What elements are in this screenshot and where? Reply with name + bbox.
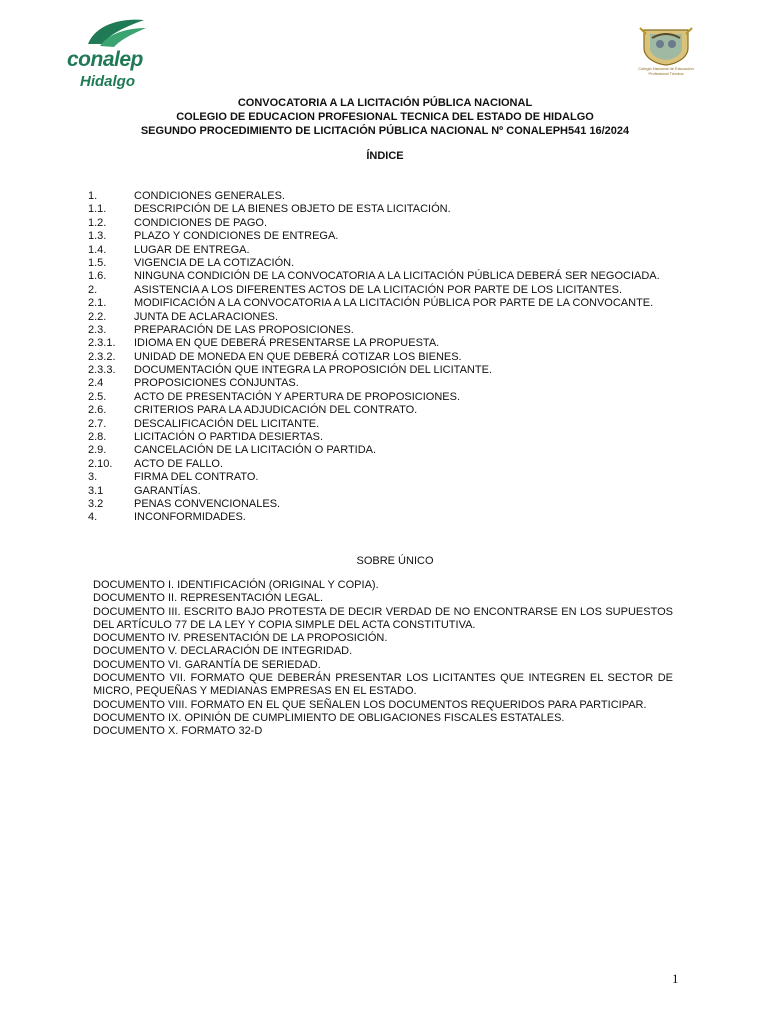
toc-item-text: FIRMA DEL CONTRATO. xyxy=(134,471,259,484)
toc-item-text: PROPOSICIONES CONJUNTAS. xyxy=(134,377,299,390)
document-header xyxy=(0,96,770,138)
header-line-2: COLEGIO DE EDUCACION PROFESIONAL TECNICA DEL ESTADO DE HIDALGO xyxy=(176,111,594,123)
seal-emblem-icon xyxy=(636,24,696,66)
toc-item-text: CANCELACIÓN DE LA LICITACIÓN O PARTIDA. xyxy=(134,444,377,457)
toc-item-text: LUGAR DE ENTREGA. xyxy=(134,243,250,256)
toc-item-text: CONDICIONES GENERALES. xyxy=(134,190,285,202)
toc-item-text: JUNTA DE ACLARACIONES. xyxy=(134,310,279,323)
document-item: DOCUMENTO IX. OPINIÓN DE CUMPLIMIENTO DE OBLIGACIONES FISCALES ESTATALES. xyxy=(93,711,565,724)
toc-item-text: GARANTÍAS. xyxy=(134,484,201,497)
toc-item-text: LICITACIÓN O PARTIDA DESIERTAS. xyxy=(134,431,324,444)
toc-item-text: ASISTENCIA A LOS DIFERENTES ACTOS DE LA LICITACIÓN POR PARTE DE LOS LICITANTES. xyxy=(134,283,623,296)
toc-item-text: VIGENCIA DE LA COTIZACIÓN. xyxy=(134,256,295,269)
toc-item-number: 2.4 xyxy=(88,377,104,390)
toc-item-text: ACTO DE PRESENTACIÓN Y APERTURA DE PROPOSICIONES. xyxy=(134,390,461,403)
seal-text: Colegio Nacional de Educación Profesional Técnica xyxy=(638,66,694,76)
header-line-1: CONVOCATORIA A LA LICITACIÓN PÚBLICA NACIONAL xyxy=(237,97,533,109)
document-list xyxy=(93,579,673,739)
header-line-3: SEGUNDO PROCEDIMIENTO DE LICITACIÓN PÚBLICA NACIONAL Nº CONALEPH541 16/2024 xyxy=(140,125,630,137)
toc-item-text: IDIOMA EN QUE DEBERÁ PRESENTARSE LA PROPUESTA. xyxy=(134,337,440,350)
toc-item-number: 3. xyxy=(88,471,98,484)
toc-item-text: PLAZO Y CONDICIONES DE ENTREGA. xyxy=(134,230,339,243)
toc-item-number: 1.1. xyxy=(88,203,107,216)
toc-item-number: 2.6. xyxy=(88,404,107,417)
toc-item-text: UNIDAD DE MONEDA EN QUE DEBERÁ COTIZAR LOS BIENES. xyxy=(134,350,462,363)
toc-item-number: 2.3.2. xyxy=(88,350,116,363)
document-item: DOCUMENTO VIII. FORMATO EN EL QUE SEÑALEN LOS DOCUMENTOS REQUERIDOS PARA PARTICIPAR. xyxy=(93,698,647,711)
state-seal-logo xyxy=(636,24,696,76)
index-title: ÍNDICE xyxy=(366,150,404,162)
toc-item-number: 2.8. xyxy=(88,431,107,444)
toc-item-number: 2.3. xyxy=(88,323,107,336)
toc-item-number: 1.3. xyxy=(88,230,107,243)
toc-item-number: 2.3.1. xyxy=(88,337,116,350)
toc-item-text: NINGUNA CONDICIÓN DE LA CONVOCATORIA A LA LICITACIÓN PÚBLICA DEBERÁ SER NEGOCIADA. xyxy=(134,270,660,283)
document-item: DOCUMENTO VII. FORMATO QUE DEBERÁN PRESENTAR LOS LICITANTES QUE INTEGREN EL SECTOR DE MICRO, PEQUEÑAS Y MEDIANAS EMPRESAS EN EL ESTADO. xyxy=(93,672,673,698)
toc-item-text: INCONFORMIDADES. xyxy=(134,511,246,524)
logo-sub-text: Hidalgo xyxy=(80,73,135,90)
toc-item-number: 1. xyxy=(88,190,98,202)
toc-item-number: 1.5. xyxy=(88,256,107,269)
toc-item-number: 1.6. xyxy=(88,270,107,283)
toc-item-number: 2.2. xyxy=(88,310,107,323)
toc-item-number: 2.3.3. xyxy=(88,364,116,377)
toc-item-number: 2.10. xyxy=(88,457,113,470)
toc-item-text: DOCUMENTACIÓN QUE INTEGRA LA PROPOSICIÓN DEL LICITANTE. xyxy=(134,364,492,377)
document-item: DOCUMENTO VI. GARANTÍA DE SERIEDAD. xyxy=(93,658,321,671)
toc-item-text: ACTO DE FALLO. xyxy=(134,457,224,470)
toc-item-number: 1.4. xyxy=(88,243,107,256)
toc-item-number: 2.7. xyxy=(88,417,107,430)
toc-item-number: 3.1 xyxy=(88,484,104,497)
conalep-emblem-icon xyxy=(82,14,152,50)
toc-item-number: 2.9. xyxy=(88,444,107,457)
logo-brand-text: conalep xyxy=(67,48,143,71)
sobre-title: SOBRE ÚNICO xyxy=(356,555,434,567)
toc-item-text: MODIFICACIÓN A LA CONVOCATORIA A LA LICITACIÓN PÚBLICA POR PARTE DE LA CONVOCANTE. xyxy=(134,297,654,310)
toc-item-number: 2.5. xyxy=(88,390,107,403)
toc-item-number: 3.2 xyxy=(88,497,104,510)
toc-item-text: DESCRIPCIÓN DE LA BIENES OBJETO DE ESTA LICITACIÓN. xyxy=(134,203,451,216)
document-item: DOCUMENTO IV. PRESENTACIÓN DE LA PROPOSICIÓN. xyxy=(93,632,388,645)
page-number: 1 xyxy=(672,971,679,986)
document-item: DOCUMENTO X. FORMATO 32-D xyxy=(93,725,263,738)
document-item: DOCUMENTO V. DECLARACIÓN DE INTEGRIDAD. xyxy=(93,645,353,658)
document-item: DOCUMENTO II. REPRESENTACIÓN LEGAL. xyxy=(93,592,324,605)
toc-item-text: CONDICIONES DE PAGO. xyxy=(134,216,268,229)
toc-item-text: PREPARACIÓN DE LAS PROPOSICIONES. xyxy=(134,323,354,336)
toc-item-number: 2. xyxy=(88,283,98,296)
document-item: DOCUMENTO III. ESCRITO BAJO PROTESTA DE DECIR VERDAD DE NO ENCONTRARSE EN LOS SUPUESTOS DEL ARTÍCULO 77 DE LA LEY Y COPIA SIMPLE DEL ACTA CONSTITUTIVA. xyxy=(93,605,673,631)
document-item: DOCUMENTO I. IDENTIFICACIÓN (ORIGINAL Y COPIA). xyxy=(93,579,379,591)
toc-item-text: CRITERIOS PARA LA ADJUDICACIÓN DEL CONTRATO. xyxy=(134,404,418,417)
toc-item-number: 1.2. xyxy=(88,216,107,229)
toc-item-text: DESCALIFICACIÓN DEL LICITANTE. xyxy=(134,417,320,430)
toc-item-text: PENAS CONVENCIONALES. xyxy=(134,497,281,510)
toc-item-number: 2.1. xyxy=(88,297,107,310)
conalep-hidalgo-logo xyxy=(62,14,172,94)
toc-item-number: 4. xyxy=(88,511,98,524)
